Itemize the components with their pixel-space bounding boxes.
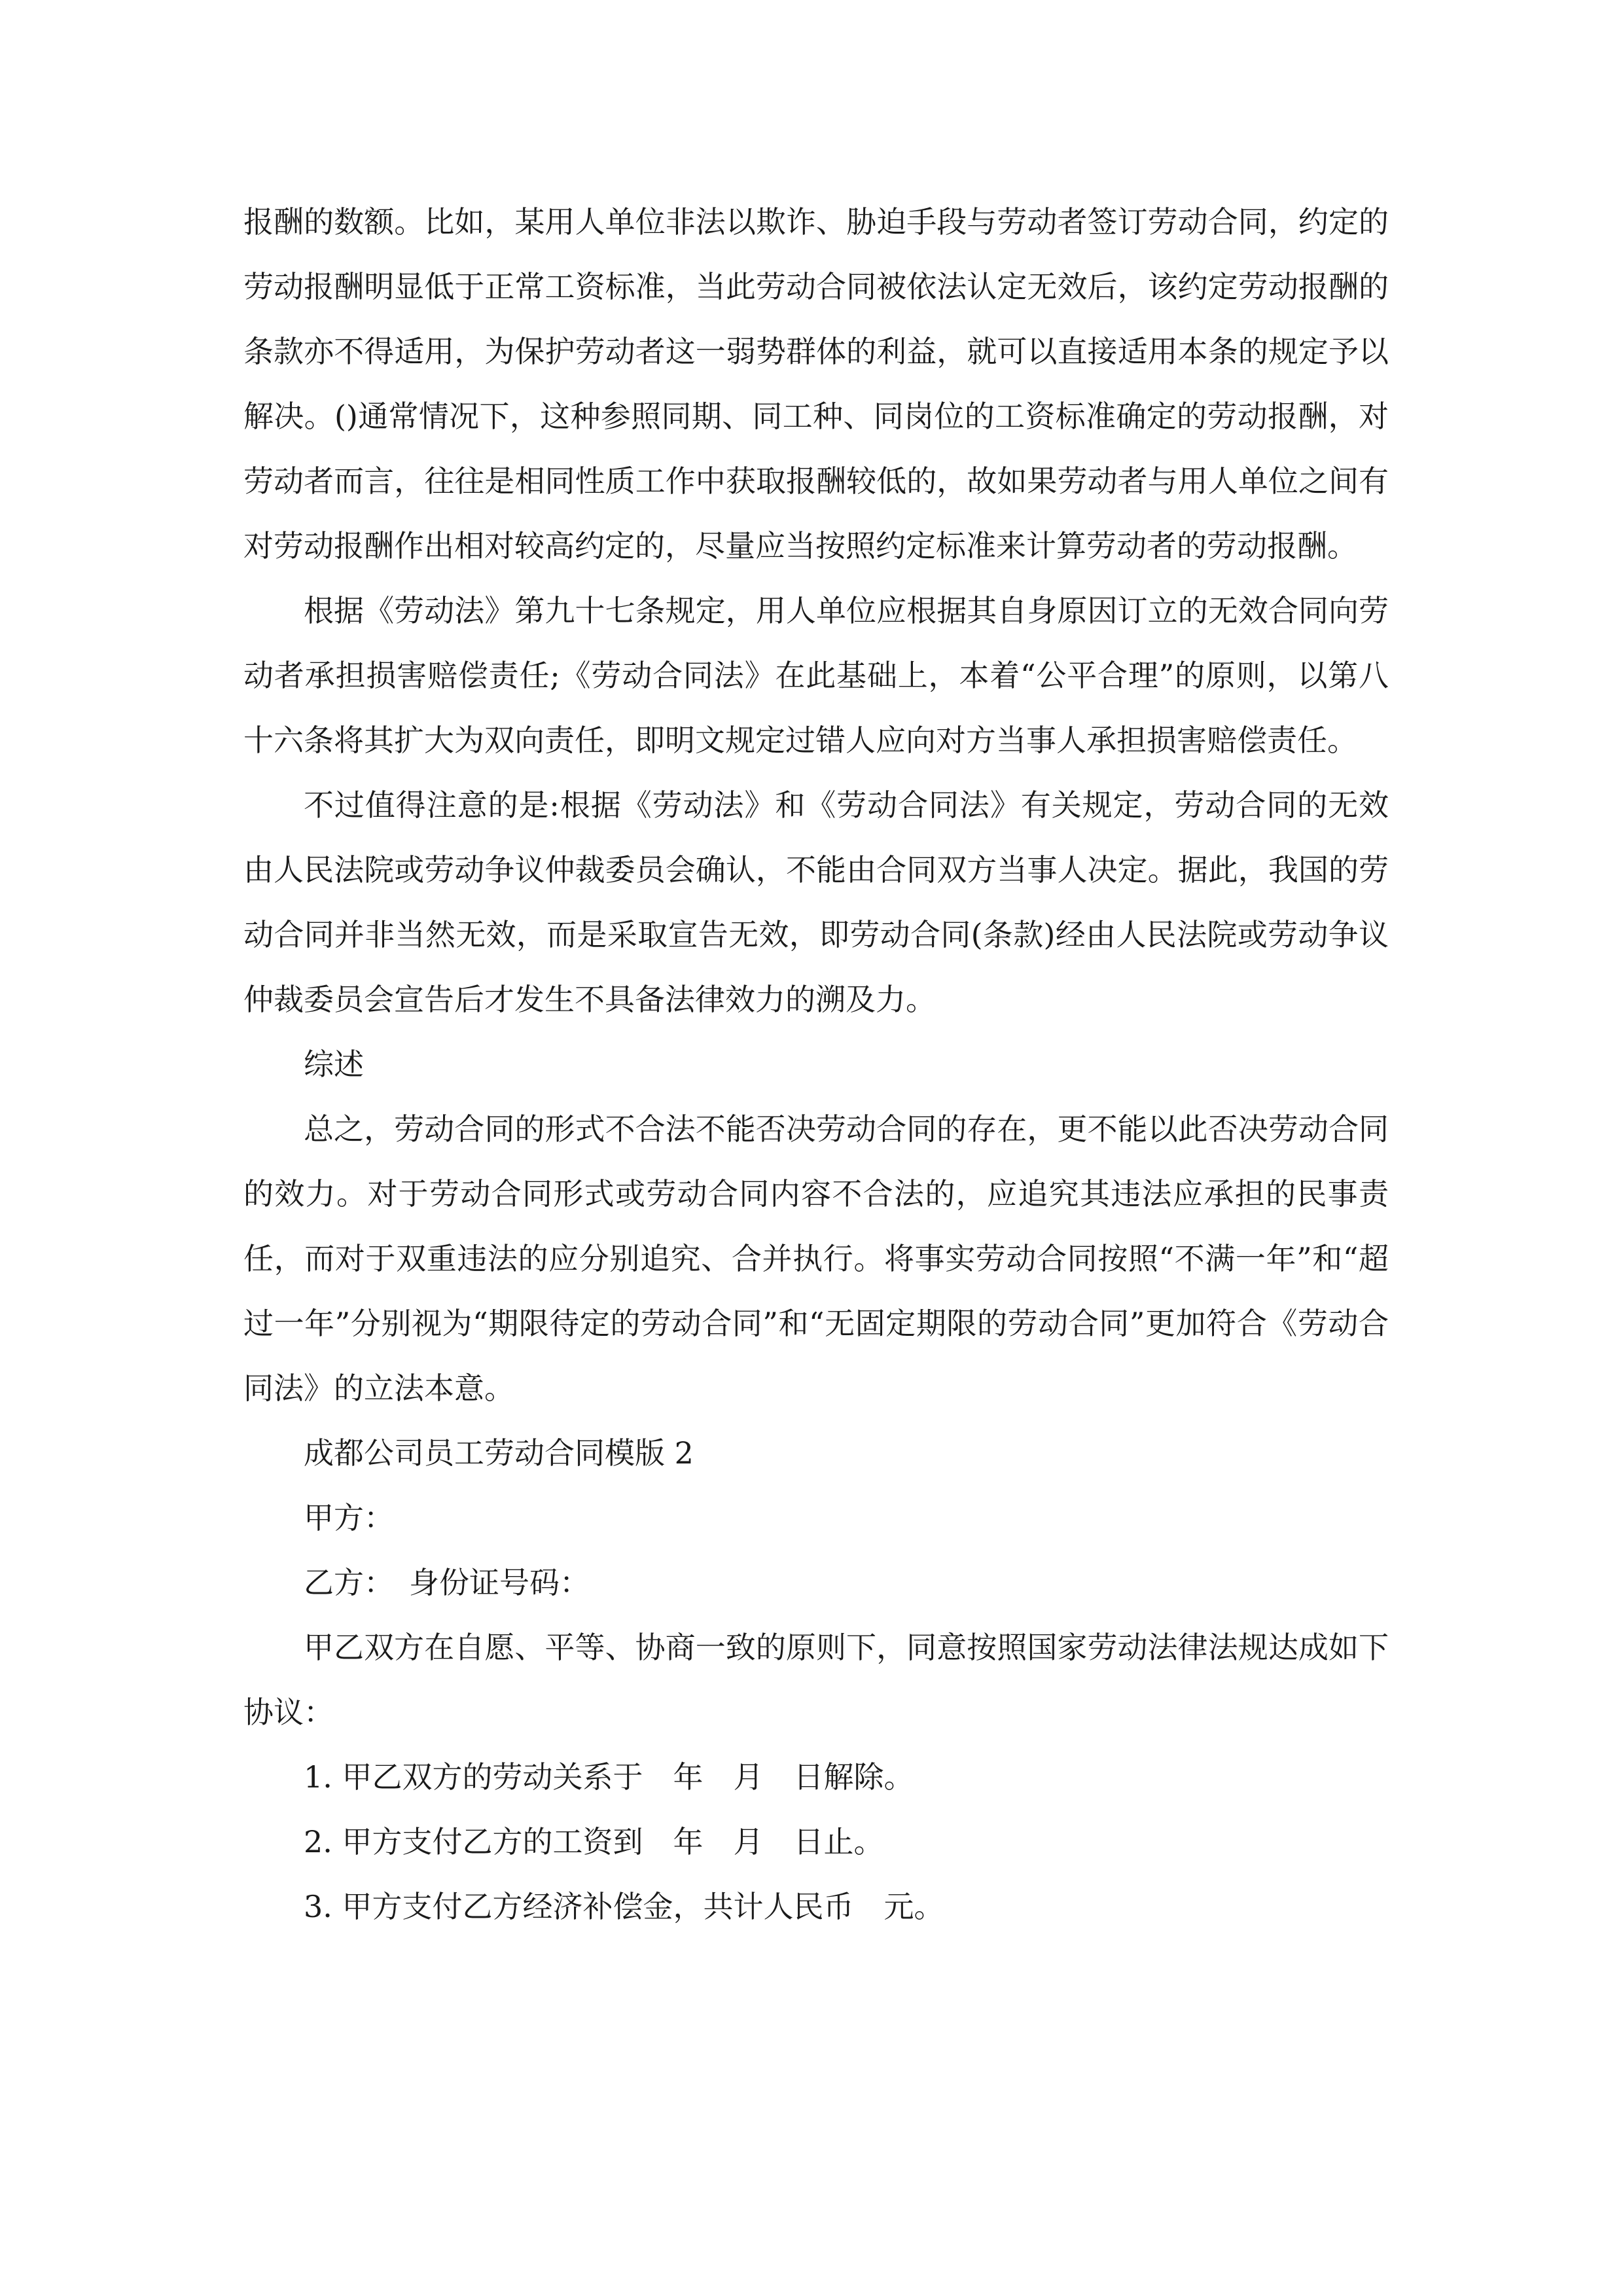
- paragraph-2: 根据《劳动法》第九十七条规定，用人单位应根据其自身原因订立的无效合同向劳动者承担损害赔偿责任;《劳动合同法》在此基础上，本着“公平合理”的原则，以第八十六条将其扩大为双向责任，即明文规定过错人应向对方当事人承担损害赔偿责任。: [243, 593, 1389, 758]
- party-b-line: 乙方： 身份证号码：: [304, 1565, 590, 1600]
- section-heading-summary: 综述: [304, 1047, 364, 1082]
- paragraph-3: 不过值得注意的是:根据《劳动法》和《劳动合同法》有关规定，劳动合同的无效由人民法院或劳动争议仲裁委员会确认，不能由合同双方当事人决定。据此，我国的劳动合同并非当然无效，而是采取宣告无效，即劳动合同(条款)经由人民法院或劳动争议仲裁委员会宣告后才发生不具备法律效力的溯及力。: [243, 787, 1389, 1017]
- clause-1: 1. 甲乙双方的劳动关系于 年 月 日解除。: [304, 1759, 914, 1795]
- paragraph-summary: 总之，劳动合同的形式不合法不能否决劳动合同的存在，更不能以此否决劳动合同的效力。对于劳动合同形式或劳动合同内容不合法的，应追究其违法应承担的民事责任，而对于双重违法的应分别追究、合并执行。将事实劳动合同按照“不满一年”和“超过一年”分别视为“期限待定的劳动合同”和“无固定期限的劳动合同”更加符合《劳动合同法》的立法本意。: [243, 1111, 1389, 1406]
- document-body: [243, 190, 1389, 1939]
- party-a-line: 甲方：: [304, 1500, 394, 1535]
- paragraph-1: 报酬的数额。比如，某用人单位非法以欺诈、胁迫手段与劳动者签订劳动合同，约定的劳动报酬明显低于正常工资标准，当此劳动合同被依法认定无效后，该约定劳动报酬的条款亦不得适用，为保护劳动者这一弱势群体的利益，就可以直接适用本条的规定予以解决。()通常情况下，这种参照同期、同工种、同岗位的工资标准确定的劳动报酬，对劳动者而言，往往是相同性质工作中获取报酬较低的，故如果劳动者与用人单位之间有对劳动报酬作出相对较高约定的，尽量应当按照约定标准来计算劳动者的劳动报酬。: [243, 204, 1389, 564]
- clause-2: 2. 甲方支付乙方的工资到 年 月 日止。: [304, 1824, 884, 1859]
- contract-title: 成都公司员工劳动合同模版 2: [304, 1435, 694, 1471]
- clause-3: 3. 甲方支付乙方经济补偿金，共计人民币 元。: [304, 1889, 944, 1924]
- agreement-intro: 甲乙双方在自愿、平等、协商一致的原则下，同意按照国家劳动法律法规达成如下协议：: [243, 1630, 1389, 1730]
